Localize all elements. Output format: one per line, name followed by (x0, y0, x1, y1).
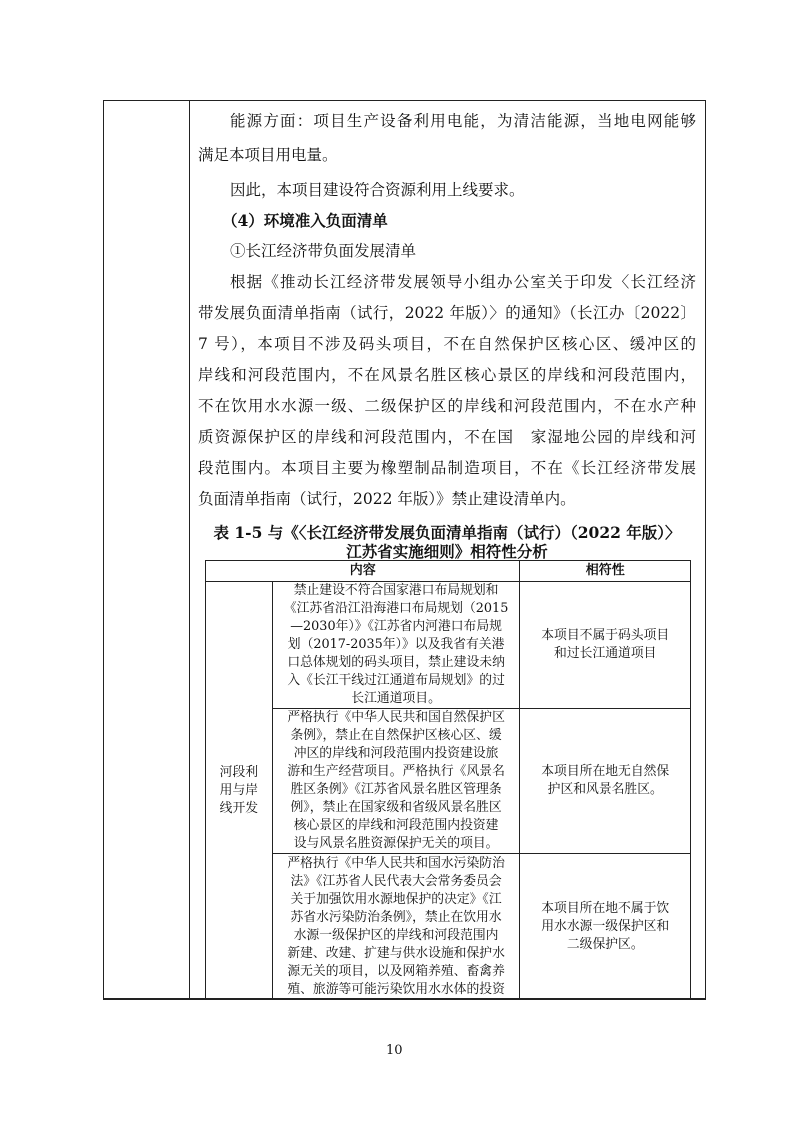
compliance-cell (520, 582, 691, 709)
content-line: 口总体规划的码头项目，禁止建设未纳 (287, 655, 505, 670)
content-line: 关于加强饮用水源地保护的决定》《江 (290, 891, 502, 907)
paragraph-line: 根据《推动长江经济带发展领导小组办公室关于印发〈长江经济 (230, 273, 696, 291)
content-line: 例》，禁止在国家级和省级风景名胜区 (290, 800, 502, 815)
content-line: 胜区条例》《江苏省风景名胜区管理条 (290, 782, 502, 797)
compliance-cell (520, 709, 691, 854)
compliance-line: 护区和风景名胜区。 (547, 782, 663, 797)
compliance-line: 本项目所在地不属于饮 (541, 900, 670, 916)
content-line: 严格执行《中华人民共和国自然保护区 (287, 710, 505, 725)
compliance-line: 用水水源一级保护区和 (541, 918, 670, 934)
content-cell (272, 709, 520, 854)
paragraph-line: 段范围内。本项目主要为橡塑制品制造项目，不在《长江经济带发展 (198, 459, 696, 477)
table-caption-line-2: 江苏省实施细则》相符性分析 (346, 542, 548, 561)
content-line: 核心景区的岸线和河段范围内投资建 (293, 818, 499, 833)
paragraph-line: 岸线和河段范围内，不在风景名胜区核心景区的岸线和河段范围内， (198, 366, 696, 384)
paragraph-line: 满足本项目用电量。 (198, 146, 338, 164)
paragraph-line: （4）环境准入负面清单 (222, 211, 388, 230)
paragraph-line: 因此，本项目建设符合资源利用上线要求。 (230, 181, 525, 199)
content-line: 苏省水污染防治条例》，禁止在饮用水 (290, 909, 502, 925)
content-cell (272, 854, 520, 1000)
category-cell (206, 582, 273, 1000)
page-number: 10 (386, 1043, 403, 1058)
paragraph-line: 7 号），本项目不涉及码头项目，不在自然保护区核心区、缓冲区的 (198, 335, 696, 353)
content-line: 《江苏省沿江沿海港口布局规划（2015 (283, 601, 509, 616)
content-line: 殖、旅游等可能污染饮用水水体的投资 (287, 981, 505, 997)
paragraph-line: ①长江经济带负面发展清单 (230, 242, 417, 260)
table-row (206, 854, 691, 1000)
category-line: 河段利 (219, 764, 259, 780)
table-row (206, 582, 691, 709)
table-caption-line-1: 表 1-5 与《〈长江经济带发展负面清单指南（试行）（2022 年版）〉 (213, 523, 681, 542)
header-content: 内容 (206, 561, 520, 582)
table-row (206, 709, 691, 854)
compliance-cell (520, 854, 691, 1000)
compliance-line: 本项目所在地无自然保 (541, 764, 670, 779)
paragraph-line: 能源方面：项目生产设备利用电能，为清洁能源，当地电网能够 (230, 112, 696, 130)
compliance-line: 本项目不属于码头项目 (541, 628, 670, 643)
content-line: —2030年）》《江苏省内河港口布局规 (290, 619, 502, 634)
compliance-line: 和过长江通道项目 (554, 646, 657, 661)
content-line: 严格执行《中华人民共和国水污染防治 (287, 855, 505, 871)
content-line: 新建、改建、扩建与供水设施和保护水 (287, 945, 505, 961)
paragraph-line: 质资源保护区的岸线和河段范围内，不在国 家湿地公园的岸线和河 (198, 428, 696, 446)
category-line: 线开发 (219, 800, 259, 816)
content-line: 水源一级保护区的岸线和河段范围内 (293, 927, 499, 943)
content-line: 游和生产经营项目。严格执行《风景名 (287, 764, 505, 779)
content-line: 划（2017-2035年）》以及我省有关港 (287, 637, 505, 652)
category-line: 用与岸 (219, 782, 259, 798)
content-line: 条例》，禁止在自然保护区核心区、缓 (290, 728, 502, 743)
header-compliance: 相符性 (520, 561, 691, 582)
content-line: 禁止建设不符合国家港口布局规划和 (293, 583, 499, 598)
left-column-divider (189, 100, 190, 1000)
compliance-line: 二级保护区。 (566, 936, 644, 952)
content-line: 入《长江干线过江通道布局规划》的过 (287, 673, 505, 688)
paragraph-line: 负面清单指南（试行，2022 年版）》禁止建设清单内。 (198, 490, 576, 508)
paragraph-line: 不在饮用水水源一级、二级保护区的岸线和河段范围内，不在水产种 (198, 397, 696, 415)
content-cell (272, 582, 520, 709)
content-line: 冲区的岸线和河段范围内投资建设旅 (293, 746, 499, 761)
content-line: 长江通道项目。 (351, 691, 441, 706)
paragraph-line: 带发展负面清单指南（试行，2022 年版）〉的通知》（长江办〔2022〕 (198, 304, 696, 322)
content-line: 源无关的项目，以及网箱养殖、畜禽养 (287, 963, 505, 979)
compliance-table (205, 560, 691, 1000)
content-line: 设与风景名胜资源保护无关的项目。 (293, 836, 499, 851)
content-line: 法》《江苏省人民代表大会常务委员会 (290, 873, 502, 889)
